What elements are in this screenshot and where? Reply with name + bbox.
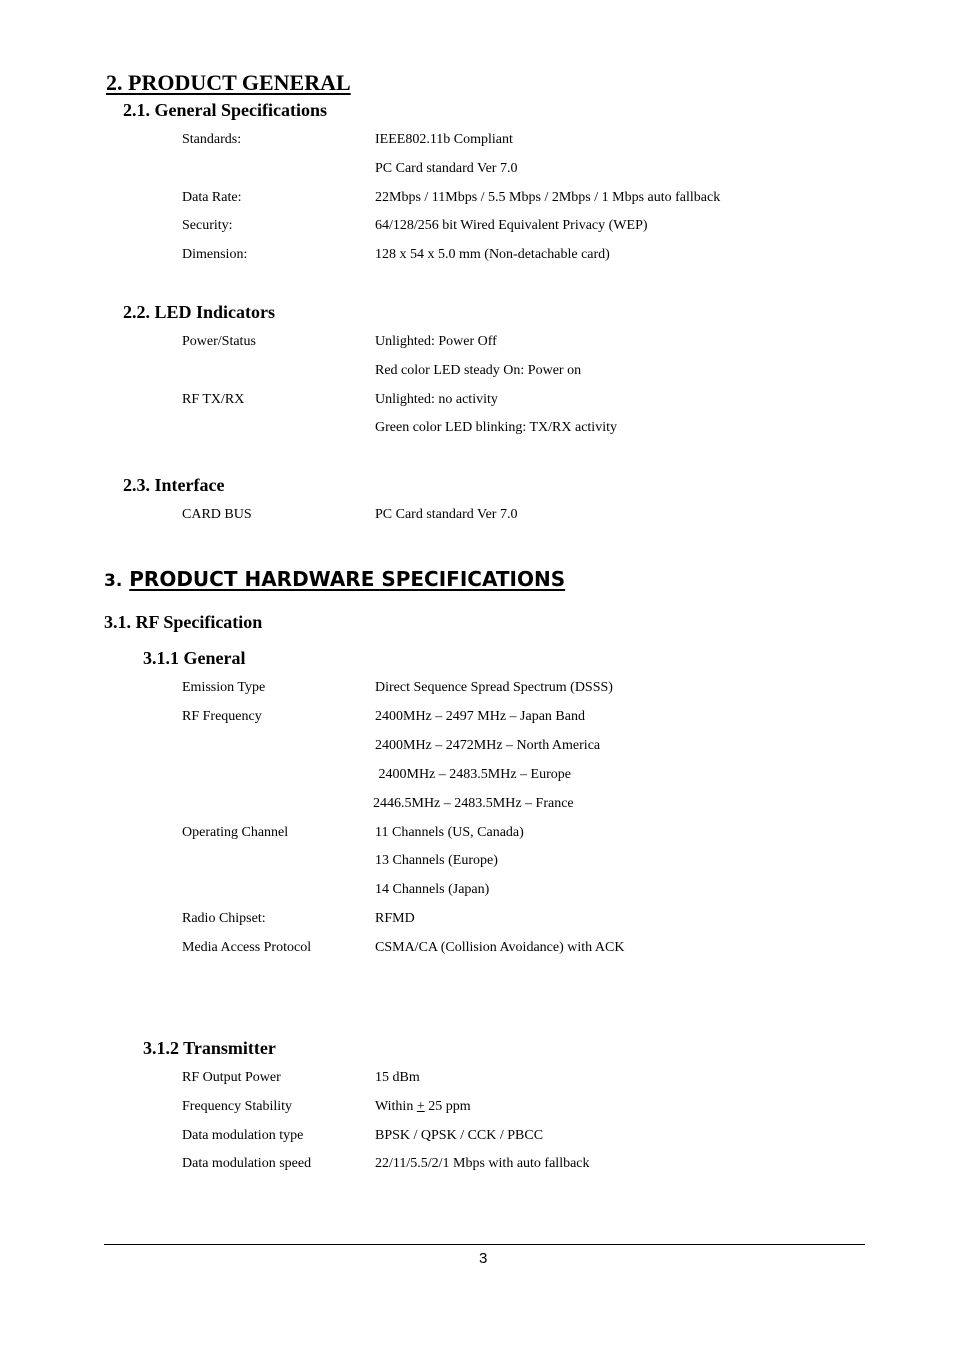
- section-3-number: 3.: [104, 571, 123, 591]
- spec-value: 64/128/256 bit Wired Equivalent Privacy (WEP): [375, 218, 648, 233]
- spec-value: PC Card standard Ver 7.0: [375, 507, 518, 522]
- heading-rf-specification: 3.1. RF Specification: [104, 612, 263, 632]
- footer-rule: [104, 1244, 865, 1245]
- spec-value: IEEE802.11b Compliant: [375, 132, 513, 147]
- spec-value: Green color LED blinking: TX/RX activity: [375, 420, 617, 435]
- spec-value: PC Card standard Ver 7.0: [375, 161, 518, 176]
- section-3-title: [104, 567, 565, 591]
- value-prefix: Within: [375, 1099, 417, 1114]
- spec-value: 14 Channels (Japan): [375, 882, 490, 897]
- spec-label: Security:: [182, 218, 233, 233]
- heading-general-specifications: 2.1. General Specifications: [123, 100, 327, 120]
- spec-value: 2400MHz – 2483.5MHz – Europe: [375, 767, 571, 782]
- heading-general: 3.1.1 General: [143, 648, 246, 668]
- value-suffix: 25 ppm: [424, 1099, 471, 1114]
- page-number: 3: [479, 1250, 488, 1267]
- spec-label: RF Output Power: [182, 1070, 281, 1085]
- spec-value: 2446.5MHz – 2483.5MHz – France: [373, 796, 574, 811]
- plus-minus-symbol: +: [416, 1099, 425, 1114]
- spec-label: Dimension:: [182, 247, 248, 262]
- spec-value: CSMA/CA (Collision Avoidance) with ACK: [375, 940, 625, 955]
- section-3-title-text: PRODUCT HARDWARE SPECIFICATIONS: [129, 567, 566, 591]
- spec-value: 13 Channels (Europe): [375, 853, 498, 868]
- spec-value: [375, 1099, 471, 1115]
- spec-label: Media Access Protocol: [182, 940, 312, 955]
- heading-transmitter: 3.1.2 Transmitter: [143, 1038, 276, 1058]
- spec-value: 11 Channels (US, Canada): [375, 825, 524, 840]
- spec-label: Standards:: [182, 132, 242, 147]
- spec-label: Frequency Stability: [182, 1099, 293, 1114]
- spec-label: Data modulation speed: [182, 1156, 312, 1171]
- spec-label: RF Frequency: [182, 709, 262, 724]
- spec-value: BPSK / QPSK / CCK / PBCC: [375, 1128, 544, 1143]
- spec-value: 2400MHz – 2472MHz – North America: [375, 738, 601, 753]
- spec-label: CARD BUS: [182, 507, 252, 522]
- heading-interface: 2.3. Interface: [123, 475, 225, 495]
- spec-value: Direct Sequence Spread Spectrum (DSSS): [375, 680, 613, 695]
- spec-label: Data Rate:: [182, 190, 242, 205]
- spec-label: RF TX/RX: [182, 392, 245, 407]
- spec-label: Radio Chipset:: [182, 911, 266, 926]
- spec-value: 22/11/5.5/2/1 Mbps with auto fallback: [375, 1156, 590, 1171]
- spec-label: Emission Type: [182, 680, 266, 695]
- spec-value: 22Mbps / 11Mbps / 5.5 Mbps / 2Mbps / 1 Mbps auto fallback: [375, 190, 721, 205]
- section-2-title: 2. PRODUCT GENERAL: [106, 70, 351, 95]
- spec-value: 128 x 54 x 5.0 mm (Non-detachable card): [375, 247, 610, 262]
- spec-value: RFMD: [375, 911, 415, 926]
- spec-value: 15 dBm: [375, 1070, 420, 1085]
- heading-led-indicators: 2.2. LED Indicators: [123, 302, 276, 322]
- spec-value: Red color LED steady On: Power on: [375, 363, 582, 378]
- spec-label: Operating Channel: [182, 825, 289, 840]
- spec-label: Data modulation type: [182, 1128, 304, 1143]
- spec-value: Unlighted: Power Off: [375, 334, 497, 349]
- spec-value: Unlighted: no activity: [375, 392, 498, 407]
- spec-value: 2400MHz – 2497 MHz – Japan Band: [375, 709, 585, 724]
- spec-label: Power/Status: [182, 334, 256, 349]
